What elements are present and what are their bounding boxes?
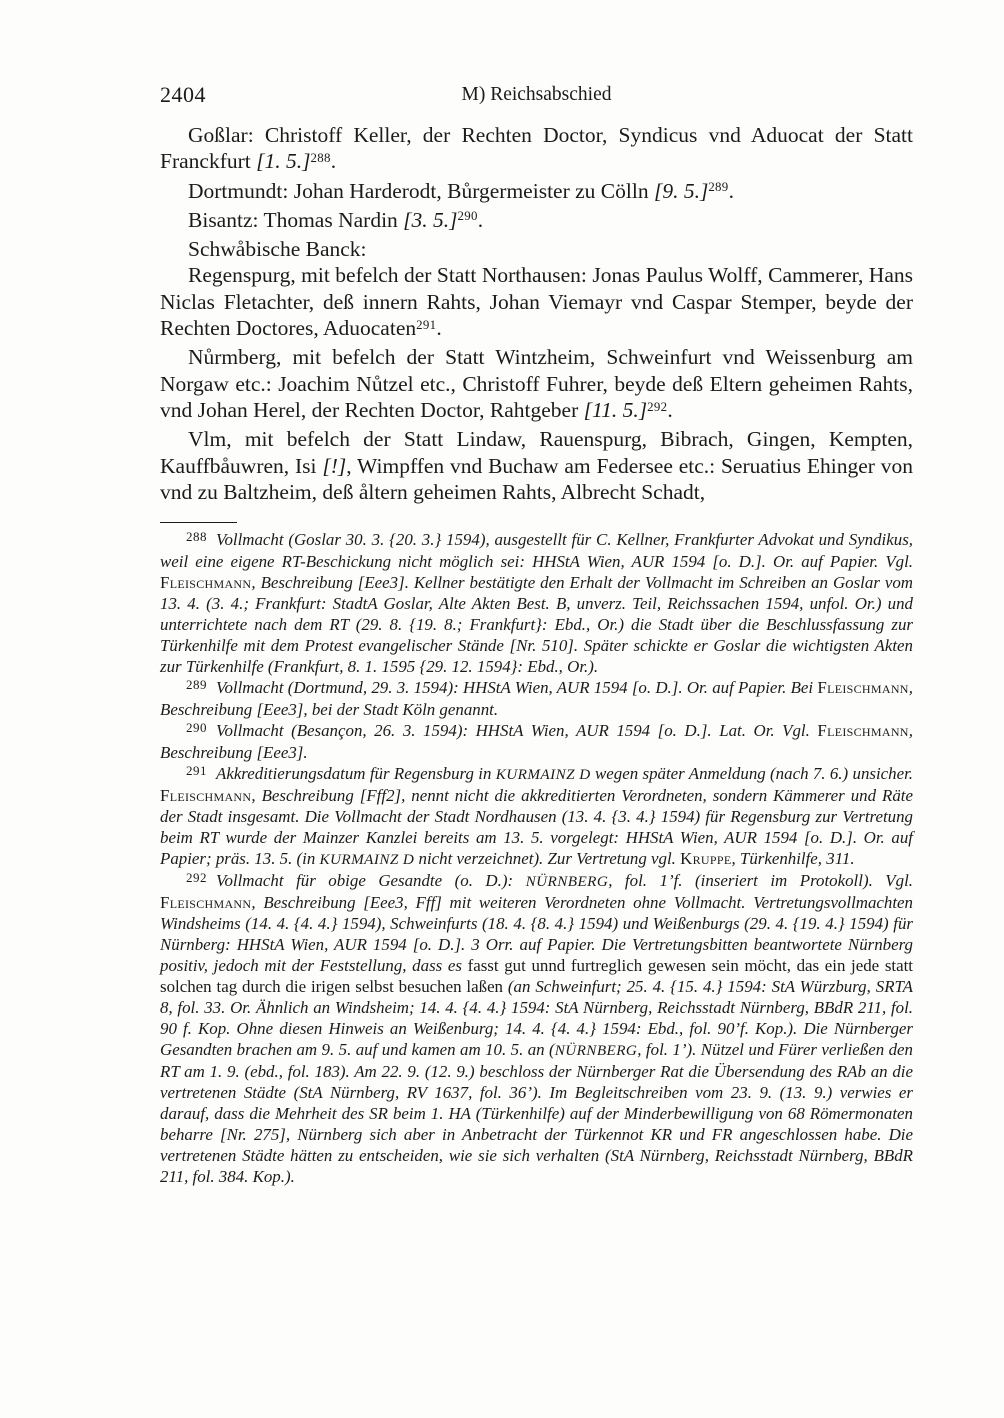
- body_paragraph-segment: 288: [310, 150, 331, 165]
- footnote-segment: , Türkenhilfe, 311.: [731, 849, 855, 869]
- footnote-segment: Fleischmann: [817, 678, 909, 698]
- body-paragraph: [160, 426, 913, 505]
- footnote-segment: Fleischmann: [160, 786, 252, 806]
- body_paragraph-segment: Bisantz: Thomas Nardin: [188, 207, 404, 232]
- footnote-marker: 292: [186, 870, 207, 886]
- body_paragraph-segment: Goßlar: Christoff Keller, der Rechten Doctor, Syndicus vnd Aduocat der Statt Franckfurt: [160, 123, 913, 174]
- body_paragraph-segment: .: [667, 397, 673, 422]
- footnote-segment: Vollmacht (Goslar 30. 3. {20. 3.} 1594), ausgestellt für C. Kellner, Frankfurter Advokat und Syndikus, weil eine eigene RT-Beschickung nicht möglich sei: HHStA Wien, AUR 1594 [o. D.]. Or. auf Papier. Vgl.: [160, 530, 913, 572]
- body_paragraph-segment: .: [728, 178, 734, 203]
- footnote-288: [160, 529, 913, 677]
- body_paragraph-segment: .: [436, 316, 442, 341]
- footnote-segment: , Beschreibung [Eee3].: [160, 721, 913, 763]
- footnote-marker: 289: [186, 677, 207, 693]
- footnote-segment: Fleischmann: [817, 721, 909, 741]
- footnote-marker: 290: [186, 720, 207, 736]
- body_paragraph-segment: Nůrmberg, mit befelch der Statt Wintzheim, Schweinfurt vnd Weissenburg am Norgaw etc.: Joachim Nůtzel etc., Christoff Fuhrer, beyde deß Eltern geheimen Rahts, vnd Johan Herel, der Rechten Doctor, Rahtgeber: [160, 345, 913, 422]
- body_paragraph-segment: [9. 5.]: [653, 178, 709, 203]
- footnote-segment: Fleischmann: [160, 573, 252, 593]
- body_paragraph-segment: .: [477, 207, 484, 232]
- body_paragraph-segment: .: [330, 149, 337, 174]
- footnote-segment: (an Schweinfurt; 25. 4. {15. 4.} 1594: StA Würzburg, SRTA 8, fol. 33. Or. Ähnlich an Windsheim; 14. 4. {4. 4.} 1594: StA Nürnberg, Reichsstadt Nürnberg, BBdR 211, fol. 90 f. Kop. Ohne diesen Hinweis an Weißenburg; 14. 4. {4. 4.} 1594: Ebd., fol. 90’f. Kop.). Die Nürnberger Gesandten brachen am 9. 5. auf und kamen am 10. 5. an (: [160, 977, 913, 1060]
- footnote-segment: NÜRNBERG: [554, 1042, 638, 1060]
- footnote-segment: Akkreditierungsdatum für Regensburg in: [216, 764, 496, 784]
- footnote-segment: , Beschreibung [Eee3], bei der Stadt Köln genannt.: [160, 678, 913, 720]
- body_paragraph-segment: Regenspurg, mit befelch der Statt Northausen: Jonas Paulus Wolff, Cammerer, Hans Niclas Fletachter, deß innern Rahts, Johan Viemayr vnd Caspar Stemper, beyde der Rechten Doctores, Aduocaten: [160, 263, 913, 341]
- footnote-segment: Vollmacht (Besançon, 26. 3. 1594): HHStA Wien, AUR 1594 [o. D.]. Lat. Or. Vgl.: [216, 721, 818, 741]
- body_paragraph-segment: 291: [416, 317, 437, 332]
- footnote-291: [160, 763, 913, 870]
- footnote-289: [160, 677, 913, 720]
- body_paragraph-segment: 290: [457, 209, 478, 224]
- footnote-segment: , fol. 1’f. (inseriert im Protokoll). Vgl.: [608, 871, 913, 891]
- footnote-segment: Vollmacht für obige Gesandte (o. D.):: [216, 871, 526, 891]
- footnote-292: [160, 870, 913, 1187]
- footnote-segment: fasst gut unnd furtreglich gewesen sein möcht, das ein jede statt solchen tag durch die irigen selbst besuchen laßen: [160, 956, 913, 997]
- footnote-290: [160, 720, 913, 763]
- footnote-segment: , fol. 1’). Nützel und Fürer verließen den RT am 1. 9. (ebd., fol. 183). Am 22. 9. (12. 9.) beschloss der Nürnberger Rat die Übersendung des RAb an die vertretenen Städte (StA Nürnberg, RV 1637, fol. 36’). Im Begleitschreiben vom 23. 9. (13. 9.) verwies er darauf, dass die Mehrheit des SR beim 1. HA (Türkenhilfe) auf der Minderbewilligung von 68 Römermonaten beharre [Nr. 275], Nürnberg sich aber in Anbetracht der Türkennot KR und FR angeschlossen habe. Die vertretenen Städte hätten zu entscheiden, wie sie sich verhalten (StA Nürnberg, Reichsstadt Nürnberg, BBdR 211, fol. 384. Kop.).: [160, 1040, 913, 1187]
- body_paragraph-segment: 289: [708, 180, 729, 195]
- footnote-segment: , Beschreibung [Fff2], nennt nicht die akkreditierten Verordneten, sondern Kämmerer und Räte der Stadt insgesamt. Die Vollmacht der Stadt Nordhausen (13. 4. {3. 4.} 1594) für Regensburg zur Vertretung beim RT wurde der Mainzer Kanzlei bereits am 13. 5. vorgelegt: HHStA Wien, AUR 1594 [o. D.]. Or. auf Papier; präs. 13. 5. (in: [160, 786, 913, 869]
- body-text: [160, 122, 913, 505]
- footnote-segment: Kruppe: [680, 849, 732, 869]
- page: [160, 82, 913, 1187]
- page-number: 2404: [160, 82, 206, 107]
- footnote-segment: , Beschreibung [Eee3, Fff] mit weiteren Verordneten ohne Vollmacht. Vertretungsvollmachten Windsheims (14. 4. {4. 4.} 1594), Schweinfurts (18. 4. {8. 4.} 1594) und Weißenburgs (29. 4. {19. 4.} 1594) für Nürnberg: HHStA Wien, AUR 1594 [o. D.]. 3 Orr. auf Papier. Die Vertretungsbitten beantwortete Nürnberg positiv, jedoch mit der Feststellung, dass es: [160, 893, 913, 976]
- body_paragraph-segment: Dortmundt: Johan Harderodt, Bůrgermeister zu Cölln: [188, 178, 654, 203]
- body_paragraph-segment: , Wimpffen vnd Buchaw am Federsee etc.: Seruatius Ehinger von vnd zu Baltzheim, deß åltern geheimen Rahts, Albrecht Schadt,: [160, 453, 913, 504]
- body_paragraph-segment: Schwåbische Banck:: [188, 237, 367, 262]
- body-paragraph: [160, 178, 913, 207]
- body-paragraph: [160, 236, 913, 262]
- footnote-segment: wegen später Anmeldung (nach 7. 6.) unsicher.: [590, 764, 914, 784]
- footnote-segment: , Beschreibung [Eee3]. Kellner bestätigte den Erhalt der Vollmacht im Schreiben an Goslar vom 13. 4. (3. 4.; Frankfurt: StadtA Goslar, Alte Akten Best. B, unverz. Teil, Reichssachen 1594, unfol. Or.) und unterrichtete nach dem RT (29. 8. {19. 8.; Frankfurt}: Ebd., Or.) die Stadt über die Beschlussfassung zur Türkenhilfe mit dem Protest evangelischer Stände [Nr. 510]. Später schickte er Goslar die wichtigsten Akten zur Türkenhilfe (Frankfurt, 8. 1. 1595 {29. 12. 1594}: Ebd., Or.).: [160, 573, 913, 677]
- footnote-segment: nicht verzeichnet). Zur Vertretung vgl.: [414, 849, 681, 869]
- body_paragraph-segment: [3. 5.]: [403, 207, 458, 232]
- body_paragraph-segment: Vlm, mit befelch der Statt Lindaw, Rauenspurg, Bibrach, Gingen, Kempten, Kauffbåuwren, Isi: [160, 427, 913, 478]
- body_paragraph-segment: 292: [647, 399, 668, 414]
- body-paragraph: [160, 207, 913, 236]
- footnote-segment: NÜRNBERG: [525, 873, 609, 891]
- running-head: M) Reichsabschied: [461, 84, 612, 105]
- footnote-segment: Vollmacht (Dortmund, 29. 3. 1594): HHStA Wien, AUR 1594 [o. D.]. Or. auf Papier. Bei: [216, 678, 818, 698]
- body_paragraph-segment: [!]: [322, 453, 347, 478]
- footnote-marker: 288: [186, 529, 207, 545]
- footnote-rule: [160, 522, 237, 523]
- body_paragraph-segment: [11. 5.]: [583, 397, 648, 422]
- footnote-segment: Fleischmann: [160, 893, 252, 913]
- footnote-segment: KURMAINZ D: [495, 766, 591, 784]
- body-paragraph: [160, 122, 913, 178]
- footnote-segment: KURMAINZ D: [319, 851, 415, 869]
- page-header: [160, 82, 913, 110]
- footnotes: [160, 529, 913, 1187]
- body_paragraph-segment: [1. 5.]: [256, 149, 311, 174]
- footnote-marker: 291: [186, 763, 207, 779]
- body-paragraph: [160, 344, 913, 426]
- body-paragraph: [160, 262, 913, 344]
